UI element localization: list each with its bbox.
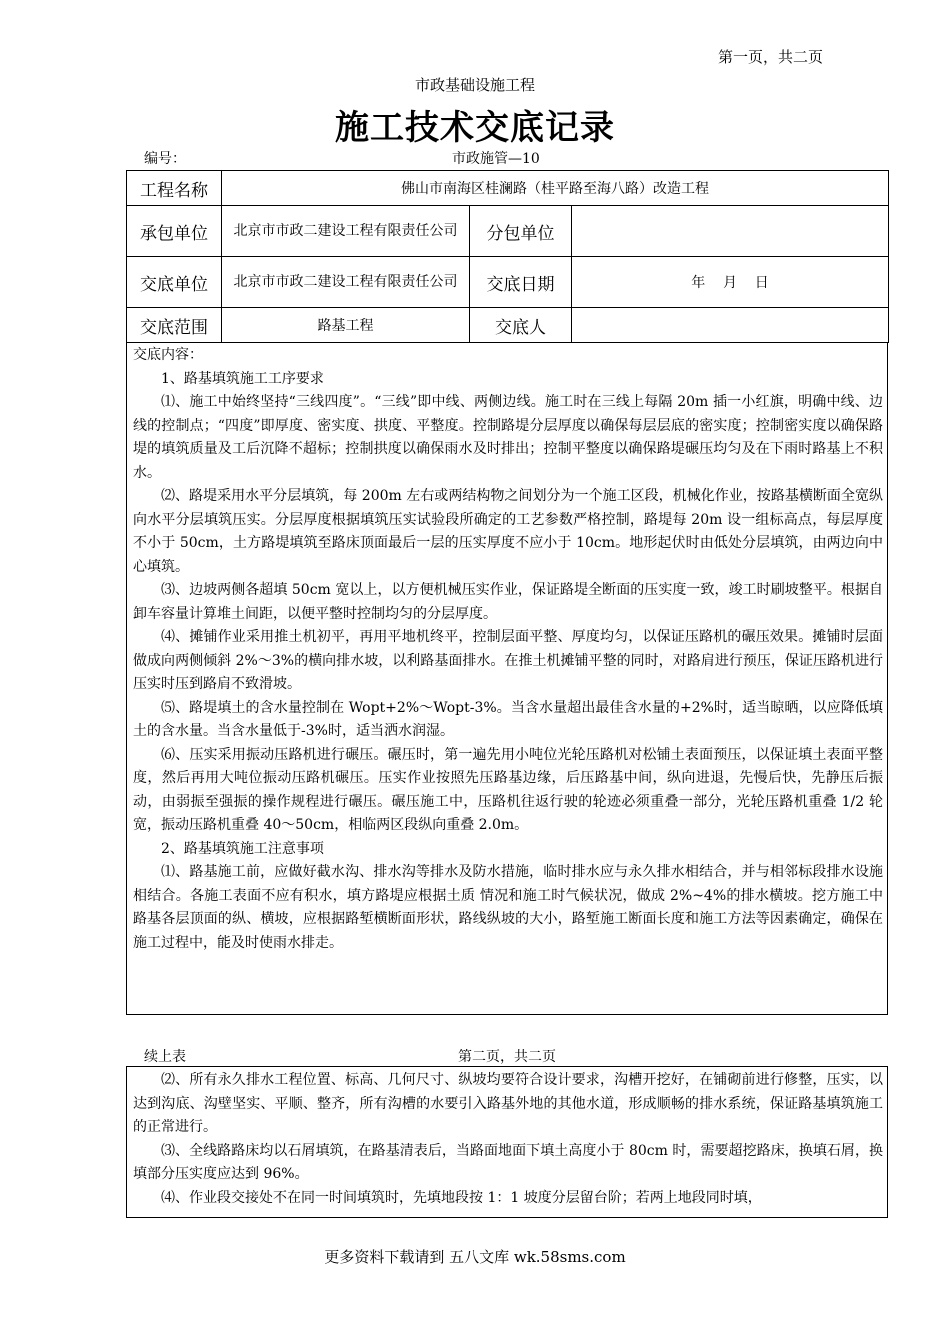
content-paragraph: ⑵、所有永久排水工程位置、标高、几何尺寸、纵坡均要符合设计要求，沟槽开挖好，在铺砌前进行修整，压实，以达到沟底、沟壁坚实、平顺、整齐，所有沟槽的水要引入路基外地的其他水道，形成顺畅的排水系统，保证路基填筑施工的正常进行。: [133, 1072, 883, 1135]
project-name-value: 佛山市南海区桂澜路（桂平路至海八路）改造工程: [222, 171, 889, 206]
document-title: 施工技术交底记录: [335, 108, 615, 148]
discloser-label: 交底人: [470, 308, 572, 343]
disclosing-unit-label: 交底单位: [127, 257, 222, 308]
content-paragraph: ⑶、全线路路床均以石屑填筑，在路基清表后，当路面地面下填土高度小于 80cm 时，需要超挖路床，换填石屑，换填部分压实度应达到 96%。: [133, 1142, 883, 1182]
table-row: [127, 171, 889, 206]
content-paragraph: ⑴、施工中始终坚持“三线四度”。“三线”即中线、两侧边线。施工时在三线上每隔 20m 插一小红旗，明确中线、边线的控制点；“四度”即厚度、密实度、拱度、平整度。控制路堤分层厚度以确保每层层底的密实度；控制密实度以确保路堤的填筑质量及工后沉降不超标；控制拱度以确保雨水及时排出；控制平整度以确保路堤碾压均匀及在下雨时路基上不积水。: [133, 394, 883, 481]
table-row: [127, 308, 889, 343]
scope-value: 路基工程: [222, 308, 470, 343]
content-paragraph: ⑵、路堤采用水平分层填筑，每 200m 左右或两结构物之间划分为一个施工区段，机械化作业，按路基横断面全宽纵向水平分层填筑压实。分层厚度根据填筑压实试验段所确定的工艺参数严格控制，路堤每 20m 设一组标高点，每层厚度不小于 50cm，土方路堤填筑至路床顶面最后一层的压实厚度不应小于 10cm。地形起伏时由低处分层填筑，由两边向中心填筑。: [133, 488, 883, 575]
number-value: 市政施管—10: [452, 151, 540, 167]
content-paragraph: ⑶、边坡两侧各超填 50cm 宽以上，以方便机械压实作业，保证路堤全断面的压实度一致，竣工时刷坡整平。根据自卸车容量计算堆土间距，以便平整时控制均匀的分层厚度。: [133, 582, 883, 622]
subcontractor-label: 分包单位: [470, 206, 572, 257]
disclosure-date-value: 年 月 日: [572, 257, 889, 308]
contractor-value: 北京市市政二建设工程有限责任公司: [222, 206, 470, 257]
scope-label: 交底范围: [127, 308, 222, 343]
content-label: 交底内容：: [133, 347, 203, 363]
section-heading: 1、路基填筑施工工序要求: [161, 370, 324, 387]
table-row: [127, 206, 889, 257]
content-paragraph: ⑸、路堤填土的含水量控制在 Wopt+2%～Wopt-3%。当含水量超出最佳含水量的+2%时，适当晾晒，以应降低填土的含水量。当含水量低于-3%时，适当洒水润湿。: [133, 699, 883, 739]
project-name-label: 工程名称: [127, 171, 222, 206]
disclosure-date-label: 交底日期: [470, 257, 572, 308]
content-paragraph: ⑹、压实采用振动压路机进行碾压。碾压时，第一遍先用小吨位光轮压路机对松铺土表面预压，以保证填土表面平整度，然后再用大吨位振动压路机碾压。压实作业按照先压路基边缘，后压路基中间，纵向进退，先慢后快，先静压后振动，由弱振至强振的操作规程进行碾压。碾压施工中，压路机往返行驶的轮迹必须重叠一部分，光轮压路机重叠 1/2 轮宽，振动压路机重叠 40～50cm，相临两区段纵向重叠 2.0m。: [133, 746, 883, 833]
document-subtitle: 市政基础设施工程: [414, 76, 535, 94]
section-heading: 2、路基填筑施工注意事项: [161, 840, 324, 857]
contractor-label: 承包单位: [127, 206, 222, 257]
discloser-value: [572, 308, 889, 343]
number-label: 编号：: [144, 151, 186, 167]
disclosure-content: [126, 342, 888, 1015]
table-row: [127, 257, 889, 308]
continuation-label: 续上表: [144, 1049, 186, 1065]
content-paragraph: ⑷、作业段交接处不在同一时间填筑时，先填地段按 1：1 坡度分层留台阶；若两上地段同时填，: [161, 1189, 762, 1206]
page-number: 第一页，共二页: [718, 48, 824, 66]
continuation-content: [126, 1066, 888, 1218]
subcontractor-value: [572, 206, 889, 257]
footer-text: 更多资料下载请到 五八文库 wk.58sms.com: [324, 1248, 626, 1266]
content-paragraph: ⑷、摊铺作业采用推土机初平，再用平地机终平，控制层面平整、厚度均匀，以保证压路机的碾压效果。摊铺时层面做成向两侧倾斜 2%～3%的横向排水坡，以利路基面排水。在推土机摊铺平整的同时，对路肩进行预压，保证压路机进行压实时压到路肩不致滑坡。: [133, 629, 883, 692]
content-paragraph: ⑴、路基施工前，应做好截水沟、排水沟等排水及防水措施，临时排水应与永久排水相结合，并与相邻标段排水设施相结合。各施工表面不应有积水，填方路堤应根据土质 情况和施工时气候状况，做成 2%~4%的排水横坡。挖方施工中路基各层顶面的纵、横坡，应根据路堑横断面形状，路线纵坡的大小，路堑施工断面长度和施工方法等因素确定，确保在施工过程中，能及时使雨水排走。: [133, 864, 883, 951]
continuation-page-number: 第二页，共二页: [458, 1049, 556, 1065]
disclosing-unit-value: 北京市市政二建设工程有限责任公司: [222, 257, 470, 308]
info-table: [126, 170, 889, 343]
